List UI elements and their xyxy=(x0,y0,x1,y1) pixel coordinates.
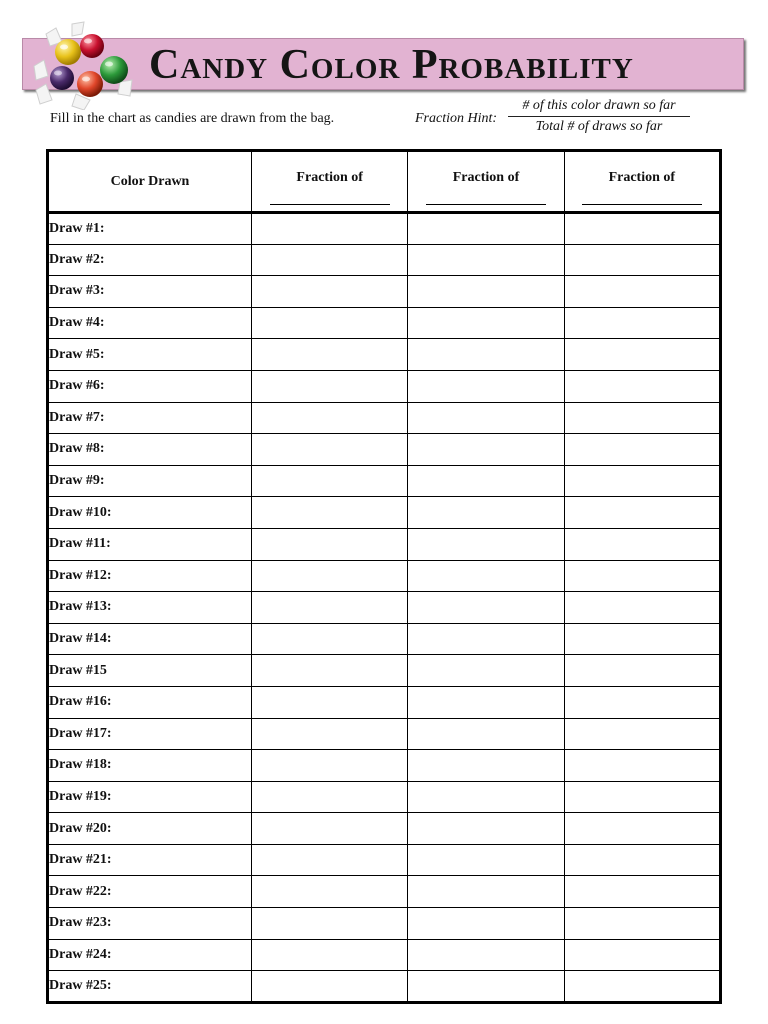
column-header-fraction-3 xyxy=(564,151,720,213)
color-name-blank[interactable] xyxy=(270,204,390,205)
table-row xyxy=(48,276,721,308)
fraction-cell-3[interactable] xyxy=(564,750,720,782)
draw-label: Draw #4: xyxy=(48,307,252,339)
instructions-text: Fill in the chart as candies are drawn from the bag. xyxy=(50,111,335,126)
table-row xyxy=(48,686,721,718)
column-header-color-drawn: Color Drawn xyxy=(48,151,252,213)
fraction-cell-2[interactable] xyxy=(408,244,564,276)
table-row xyxy=(48,244,721,276)
fraction-cell-3[interactable] xyxy=(564,876,720,908)
draw-label: Draw #14: xyxy=(48,623,252,655)
draw-label: Draw #15 xyxy=(48,655,252,687)
draw-label: Draw #20: xyxy=(48,813,252,845)
table-row xyxy=(48,718,721,750)
fraction-cell-2[interactable] xyxy=(408,497,564,529)
table-row xyxy=(48,844,721,876)
table-row xyxy=(48,623,721,655)
fraction-cell-1[interactable] xyxy=(252,718,408,750)
fraction-cell-1[interactable] xyxy=(252,592,408,624)
draw-label: Draw #9: xyxy=(48,465,252,497)
fraction-cell-1[interactable] xyxy=(252,908,408,940)
fraction-cell-3[interactable] xyxy=(564,560,720,592)
fraction-hint xyxy=(508,98,690,135)
fraction-cell-2[interactable] xyxy=(408,686,564,718)
draw-label: Draw #21: xyxy=(48,844,252,876)
fraction-cell-3[interactable] xyxy=(564,908,720,940)
table-row xyxy=(48,497,721,529)
fraction-cell-2[interactable] xyxy=(408,370,564,402)
fraction-cell-1[interactable] xyxy=(252,497,408,529)
fraction-cell-2[interactable] xyxy=(408,623,564,655)
fraction-cell-1[interactable] xyxy=(252,213,408,245)
fraction-cell-1[interactable] xyxy=(252,655,408,687)
fraction-cell-2[interactable] xyxy=(408,813,564,845)
fraction-cell-2[interactable] xyxy=(408,939,564,971)
draw-label: Draw #8: xyxy=(48,434,252,466)
draw-label: Draw #22: xyxy=(48,876,252,908)
draw-label: Draw #25: xyxy=(48,971,252,1003)
fraction-cell-2[interactable] xyxy=(408,876,564,908)
fraction-cell-3[interactable] xyxy=(564,623,720,655)
table-row xyxy=(48,528,721,560)
column-header-fraction-2 xyxy=(408,151,564,213)
fraction-cell-2[interactable] xyxy=(408,213,564,245)
fraction-cell-1[interactable] xyxy=(252,402,408,434)
fraction-cell-2[interactable] xyxy=(408,465,564,497)
table-row xyxy=(48,465,721,497)
fraction-cell-3[interactable] xyxy=(564,718,720,750)
table-row xyxy=(48,750,721,782)
table-row xyxy=(48,592,721,624)
fraction-cell-3[interactable] xyxy=(564,276,720,308)
fraction-cell-1[interactable] xyxy=(252,528,408,560)
draw-label: Draw #12: xyxy=(48,560,252,592)
draw-label: Draw #17: xyxy=(48,718,252,750)
fraction-cell-3[interactable] xyxy=(564,844,720,876)
table-row xyxy=(48,908,721,940)
draw-label: Draw #24: xyxy=(48,939,252,971)
fraction-label: Fraction of xyxy=(296,170,363,185)
probability-chart xyxy=(46,149,722,1004)
fraction-cell-3[interactable] xyxy=(564,307,720,339)
fraction-cell-2[interactable] xyxy=(408,339,564,371)
fraction-cell-1[interactable] xyxy=(252,339,408,371)
fraction-cell-3[interactable] xyxy=(564,686,720,718)
chart-header-row xyxy=(48,151,721,213)
fraction-cell-2[interactable] xyxy=(408,276,564,308)
draw-label: Draw #10: xyxy=(48,497,252,529)
fraction-cell-2[interactable] xyxy=(408,718,564,750)
table-row xyxy=(48,781,721,813)
column-header-fraction-1 xyxy=(252,151,408,213)
fraction-cell-3[interactable] xyxy=(564,339,720,371)
fraction-cell-2[interactable] xyxy=(408,781,564,813)
chart-body xyxy=(48,213,721,1003)
fraction-cell-3[interactable] xyxy=(564,939,720,971)
fraction-hint-denominator: Total # of draws so far xyxy=(535,119,663,134)
table-row xyxy=(48,939,721,971)
fraction-cell-1[interactable] xyxy=(252,813,408,845)
fraction-cell-3[interactable] xyxy=(564,971,720,1003)
fraction-cell-1[interactable] xyxy=(252,434,408,466)
draw-label: Draw #18: xyxy=(48,750,252,782)
fraction-cell-1[interactable] xyxy=(252,623,408,655)
table-row xyxy=(48,876,721,908)
fraction-cell-2[interactable] xyxy=(408,844,564,876)
fraction-cell-2[interactable] xyxy=(408,434,564,466)
table-row xyxy=(48,339,721,371)
fraction-hint-label: Fraction Hint: xyxy=(415,111,498,126)
draw-label: Draw #19: xyxy=(48,781,252,813)
fraction-cell-2[interactable] xyxy=(408,971,564,1003)
fraction-cell-1[interactable] xyxy=(252,686,408,718)
draw-label: Draw #6: xyxy=(48,370,252,402)
fraction-cell-3[interactable] xyxy=(564,528,720,560)
fraction-cell-1[interactable] xyxy=(252,370,408,402)
fraction-cell-2[interactable] xyxy=(408,307,564,339)
table-row xyxy=(48,307,721,339)
page-title: Candy Color Probability xyxy=(149,42,634,88)
table-row xyxy=(48,813,721,845)
fraction-cell-3[interactable] xyxy=(564,213,720,245)
table-row xyxy=(48,402,721,434)
fraction-cell-2[interactable] xyxy=(408,402,564,434)
fraction-cell-1[interactable] xyxy=(252,971,408,1003)
table-row xyxy=(48,213,721,245)
draw-label: Draw #13: xyxy=(48,592,252,624)
fraction-cell-2[interactable] xyxy=(408,655,564,687)
fraction-cell-3[interactable] xyxy=(564,465,720,497)
draw-label: Draw #3: xyxy=(48,276,252,308)
table-row xyxy=(48,560,721,592)
fraction-cell-1[interactable] xyxy=(252,844,408,876)
draw-label: Draw #7: xyxy=(48,402,252,434)
fraction-cell-3[interactable] xyxy=(564,655,720,687)
fraction-cell-1[interactable] xyxy=(252,560,408,592)
fraction-cell-2[interactable] xyxy=(408,560,564,592)
table-row xyxy=(48,370,721,402)
fraction-cell-3[interactable] xyxy=(564,781,720,813)
draw-label: Draw #1: xyxy=(48,213,252,245)
table-row xyxy=(48,434,721,466)
fraction-cell-3[interactable] xyxy=(564,370,720,402)
draw-label: Draw #16: xyxy=(48,686,252,718)
fraction-cell-1[interactable] xyxy=(252,781,408,813)
fraction-cell-2[interactable] xyxy=(408,592,564,624)
candy-illustration-icon xyxy=(32,20,136,110)
fraction-cell-2[interactable] xyxy=(408,908,564,940)
table-row xyxy=(48,971,721,1003)
fraction-cell-1[interactable] xyxy=(252,876,408,908)
draw-label: Draw #11: xyxy=(48,528,252,560)
fraction-cell-2[interactable] xyxy=(408,750,564,782)
fraction-cell-1[interactable] xyxy=(252,276,408,308)
fraction-cell-3[interactable] xyxy=(564,592,720,624)
fraction-hint-numerator: # of this color drawn so far xyxy=(508,98,690,117)
fraction-cell-3[interactable] xyxy=(564,813,720,845)
fraction-cell-3[interactable] xyxy=(564,402,720,434)
fraction-cell-3[interactable] xyxy=(564,497,720,529)
fraction-cell-1[interactable] xyxy=(252,244,408,276)
fraction-cell-3[interactable] xyxy=(564,244,720,276)
fraction-cell-1[interactable] xyxy=(252,939,408,971)
color-name-blank[interactable] xyxy=(426,204,546,205)
draw-label: Draw #5: xyxy=(48,339,252,371)
fraction-cell-1[interactable] xyxy=(252,307,408,339)
fraction-label: Fraction of xyxy=(452,170,520,185)
fraction-cell-1[interactable] xyxy=(252,750,408,782)
fraction-cell-3[interactable] xyxy=(564,434,720,466)
fraction-label: Fraction of xyxy=(608,170,676,185)
table-row xyxy=(48,655,721,687)
color-name-blank[interactable] xyxy=(582,204,702,205)
draw-label: Draw #2: xyxy=(48,244,252,276)
draw-label: Draw #23: xyxy=(48,908,252,940)
fraction-cell-2[interactable] xyxy=(408,528,564,560)
fraction-cell-1[interactable] xyxy=(252,465,408,497)
